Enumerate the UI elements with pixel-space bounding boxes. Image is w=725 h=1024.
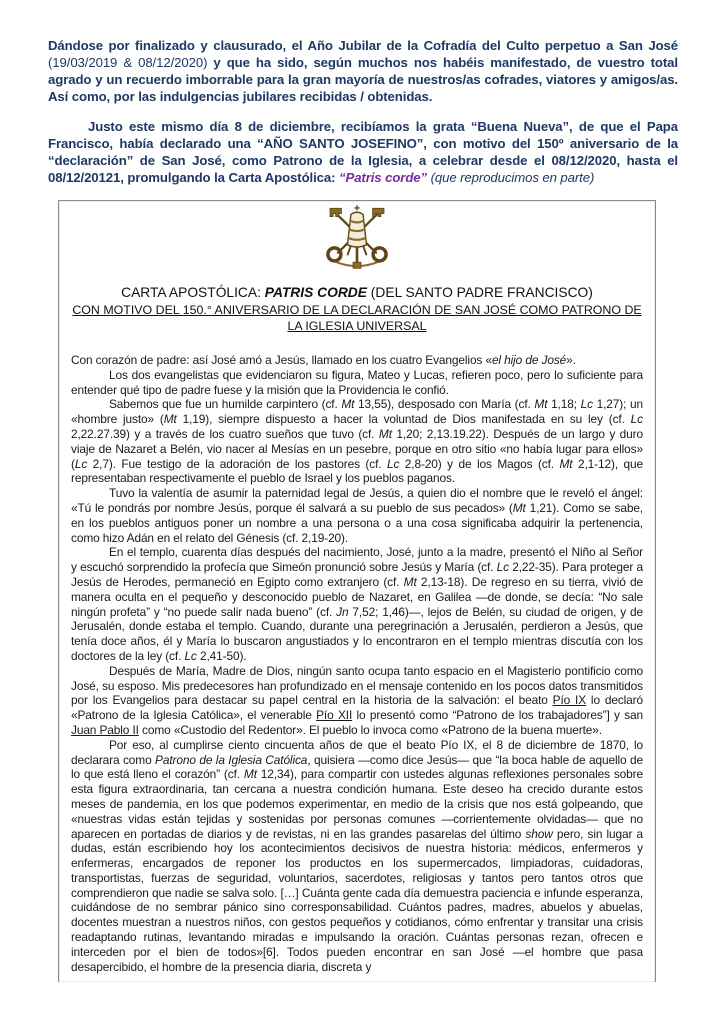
- intro-section: [48, 37, 678, 199]
- letter-subtitle: CON MOTIVO DEL 150.° ANIVERSARIO DE LA DECLARACIÓN DE SAN JOSÉ COMO PATRONO DE LA IGLESIA UNIVERSAL: [72, 303, 642, 333]
- letter-paragraph: Los dos evangelistas que evidenciaron su figura, Mateo y Lucas, refieren poco, pero lo suficiente para entender qué tipo de padre fuese y la misión que la Providencia le confió.: [71, 367, 643, 397]
- letter-paragraph: Tuvo la valentía de asumir la paternidad legal de Jesús, a quien dio el nombre que le reveló el ángel: «Tú le pondrás por nombre Jesús, porque él salvará a su pueblo de sus pecados» (Mt 1,21). Como se sabe, en los pueblos antiguos poner un nombre a una persona o a una cosa significaba adquirir la pertenencia, como hizo Adán en el relato del Génesis (cf. 2,19-20).: [71, 486, 643, 545]
- intro-paragraph-1: Dándose por finalizado y clausurado, el Año Jubilar de la Cofradía del Culto perpetuo a San José (19/03/2019 & 08/12/2020) y que ha sido, según muchos nos habéis manifestado, de vuestro total agrado y un recuerdo imborrable para la gran mayoría de nuestros/as cofrades, viatores y amigos/as. Así como, por las indulgencias jubilares recibidas / obtenidas.: [48, 38, 678, 104]
- letter-paragraph: Por eso, al cumplirse ciento cincuenta años de que el beato Pío IX, el 8 de diciembre de 1870, lo declarara como Patrono de la Iglesia Católica, quisiera —como dice Jesús— que “la boca hable de aquello de lo que está lleno el corazón” (cf. Mt 12,34), para compartir con ustedes algunas reflexiones personales sobre esta figura extraordinaria, tan cercana a nuestra condición humana. Este deseo ha crecido durante estos meses de pandemia, en los que podemos experimentar, en medio de la crisis que nos está golpeando, que «nuestras vidas están tejidas y sostenidas por personas comunes —corrientemente olvidadas— que no aparecen en portadas de diarios y de revistas, ni en las grandes pasarelas del último show pero, sin lugar a dudas, están escribiendo hoy los acontecimientos decisivos de nuestra historia: médicos, enfermeros y enfermeras, encargados de reponer los productos en los supermercados, limpiadoras, cuidadoras, transportistas, fuerzas de seguridad, voluntarios, sacerdotes, religiosas y tantos pero tantos otros que comprendieron que nadie se salva solo. […] Cuánta gente cada día demuestra paciencia e infunde esperanza, cuidándose de no sembrar pánico sino corresponsabilidad. Cuántos padres, madres, abuelos y abuelas, docentes muestran a nuestros niños, con gestos pequeños y cotidianos, cómo enfrentar y transitar una crisis readaptando rutinas, levantando miradas e impulsando la oración. Cuántas personas rezan, ofrecen e interceden por el bien de todos»[6]. Todos pueden encontrar en san José —el hombre que pasa desapercibido, el hombre de la presencia diaria, discreta y: [71, 737, 643, 974]
- apostolic-letter-box: [58, 200, 656, 982]
- intro-paragraph-2: Justo este mismo día 8 de diciembre, recibíamos la grata “Buena Nueva”, de que el Papa Francisco, había declarado una “AÑO SANTO JOSEFINO”, con motivo del 150º aniversario de la “declaración” de San José, como Patrono de la Iglesia, a celebrar desde el 08/12/2020, hasta el 08/12/20121, promulgando la Carta Apostólica: “Patris corde” (que reproducimos en parte): [48, 119, 678, 185]
- letter-body: [59, 353, 655, 974]
- letter-paragraph: Con corazón de padre: así José amó a Jesús, llamado en los cuatro Evangelios «el hijo de José».: [71, 353, 576, 367]
- letter-title: CARTA APOSTÓLICA: PATRIS CORDE (DEL SANTO PADRE FRANCISCO): [121, 285, 593, 300]
- letter-paragraph: Después de María, Madre de Dios, ningún santo ocupa tanto espacio en el Magisterio pontificio como José, su esposo. Mis predecesores han profundizado en el mensaje contenido en los pocos datos transmitidos por los Evangelios para destacar su papel central en la historia de la salvación: el beato Pío IX lo declaró «Patrono de la Iglesia Católica», el venerable Pío XII lo presentó como “Patrono de los trabajadores”] y san Juan Pablo II como «Custodio del Redentor». El pueblo lo invoca como «Patrono de la buena muerte».: [71, 663, 643, 737]
- letter-paragraph: Sabemos que fue un humilde carpintero (cf. Mt 13,55), desposado con María (cf. Mt 1,18; Lc 1,27); un «hombre justo» (Mt 1,19), siempre dispuesto a hacer la voluntad de Dios manifestada en su ley (cf. Lc 2,22.27.39) y a través de los cuatro sueños que tuvo (cf. Mt 1,20; 2,13.19.22). Después de un largo y duro viaje de Nazaret a Belén, vio nacer al Mesías en un pesebre, porque en otro sitio «no había lugar para ellos» (Lc 2,7). Fue testigo de la adoración de los pastores (cf. Lc 2,8-20) y de los Magos (cf. Mt 2,1-12), que representaban respectivamente el pueblo de Israel y los pueblos paganos.: [71, 397, 644, 486]
- letter-paragraph: En el templo, cuarenta días después del nacimiento, José, junto a la madre, presentó el Niño al Señor y escuchó sorprendido la profecía que Simeón pronunció sobre Jesús y María (cf. Lc 2,22-35). Para proteger a Jesús de Herodes, permaneció en Egipto como extranjero (cf. Mt 2,13-18). De regreso en su tierra, vivió de manera oculta en el pequeño y desconocido pueblo de Nazaret, en Galilea —de donde, se decía: “No sale ningún profeta” y “no puede salir nada bueno” (cf. Jn 7,52; 1,46)—, lejos de Belén, su ciudad de origen, y de Jerusalén, donde estaba el templo. Cuando, durante una peregrinación a Jerusalén, perdieron a Jesús, que tenía doce años, él y María lo buscaron angustiados y lo encontraron en el templo mientras discutía con los doctores de la ley (cf. Lc 2,41-50).: [71, 545, 644, 663]
- vatican-coat-of-arms-icon: [59, 204, 655, 270]
